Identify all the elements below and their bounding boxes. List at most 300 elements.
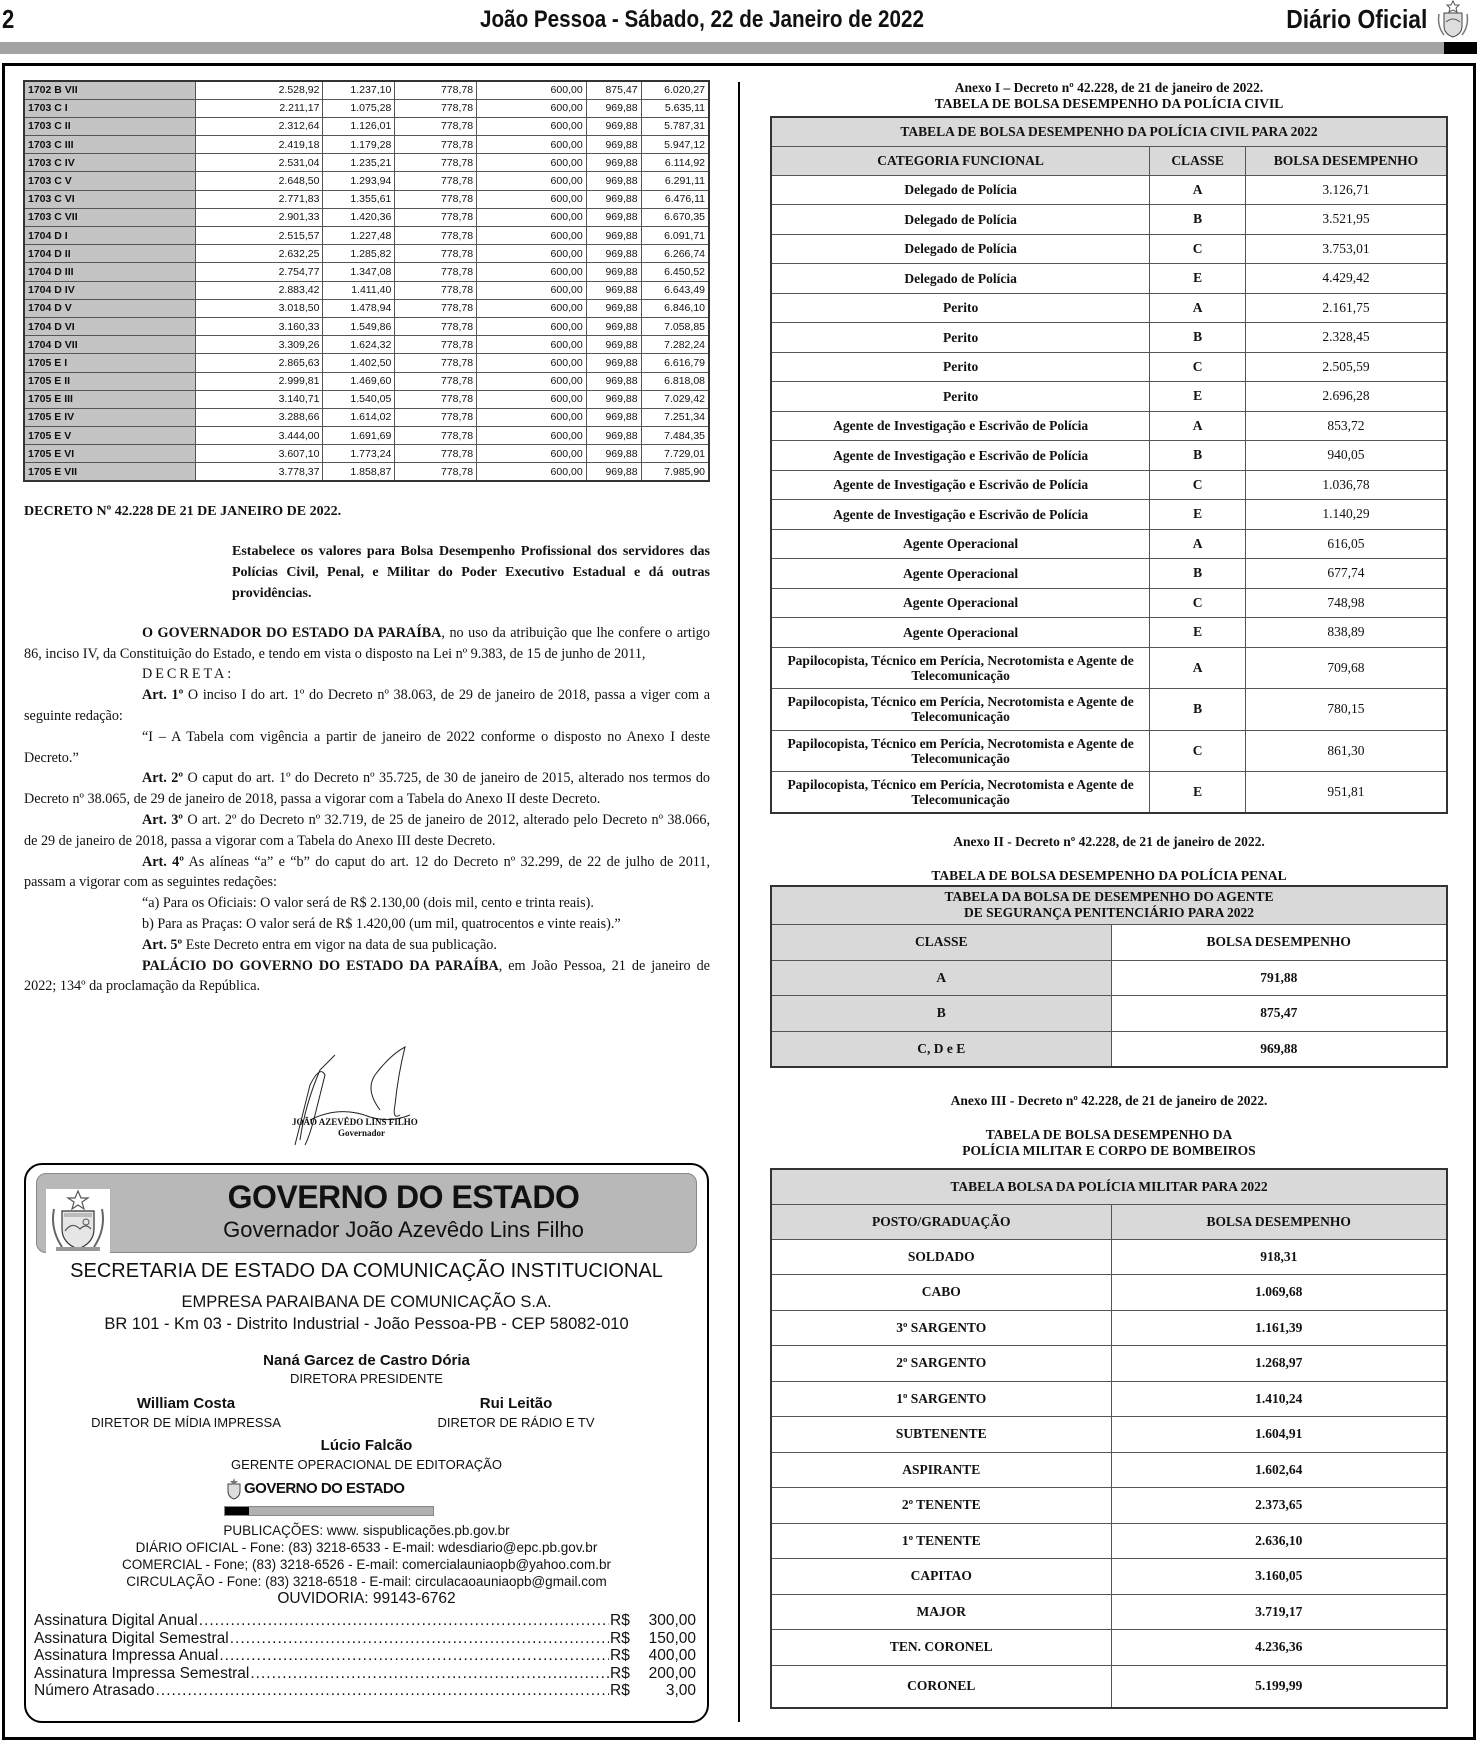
value-cell: 1.126,01 [323,117,395,135]
expediente-box [24,1163,709,1723]
value-cell: 969,88 [586,99,641,117]
value-cell: 600,00 [477,154,587,172]
contact-line: COMERCIAL - Fone; (83) 3218-6526 - E-mail: comercialauniaopb@yahoo.com.br [122,1557,611,1572]
value-cell: 1.227,48 [323,227,395,245]
table-row [771,1488,1447,1524]
value-cell: 969,88 [586,172,641,190]
value-cell: 3.753,01 [1245,234,1447,264]
value-cell: 3.288,66 [195,408,323,426]
staff-role: DIRETORA PRESIDENTE [290,1371,443,1386]
class-cell: B [1150,559,1246,589]
military-police-table [770,1168,1448,1709]
class-cell: A [1150,175,1246,205]
value-cell: 778,78 [395,117,477,135]
rank-cell: 1º SARGENTO [771,1381,1111,1417]
value-cell: 969,88 [586,117,641,135]
annex-caption: TABELA DE BOLSA DESEMPENHO DA [985,1127,1233,1142]
value-cell: 791,88 [1111,960,1447,996]
value-cell: 918,31 [1111,1239,1447,1275]
price-value [610,1682,696,1700]
value-cell: 2.328,45 [1245,323,1447,353]
table-row [24,445,709,463]
table-row [771,1381,1447,1417]
value-cell: 969,88 [586,372,641,390]
currency: R$ [610,1664,630,1682]
value-cell: 1.237,10 [323,81,395,99]
value-cell: 778,78 [395,408,477,426]
staff-role: DIRETOR DE RÁDIO E TV [437,1415,595,1430]
value-cell: 2.648,50 [195,172,323,190]
price-row [34,1630,696,1648]
value-cell: 3.719,17 [1111,1594,1447,1630]
amount: 3,00 [665,1682,696,1699]
value-cell: 6.266,74 [641,245,709,263]
value-cell: 2.754,77 [195,263,323,281]
value-cell: 778,78 [395,390,477,408]
value-cell: 600,00 [477,427,587,445]
preamble-text: , no uso da atribuição que lhe confere o artigo 86, inciso IV, da Constituição do Estado, e tendo em vista o disposto na Lei nº 9.383, de 15 de junho de 2011, [24,624,710,662]
value-cell: 6.818,08 [641,372,709,390]
secretaria: SECRETARIA DE ESTADO DA COMUNICAÇÃO INSTITUCIONAL [70,1260,663,1282]
value-cell: 2.211,17 [195,99,323,117]
price-row [34,1665,696,1683]
price-row [34,1612,696,1630]
table-row [771,1346,1447,1382]
dot-leader [199,1612,609,1630]
class-code-cell: 1704 D I [24,227,195,245]
value-cell: 778,78 [395,263,477,281]
publication-title: Diário Oficial [1285,4,1427,34]
masthead [0,0,1477,42]
value-cell: 600,00 [477,445,587,463]
table-row [24,227,709,245]
value-cell: 861,30 [1245,730,1447,772]
value-cell: 1.179,28 [323,136,395,154]
value-cell: 969,88 [586,154,641,172]
value-cell: 600,00 [477,390,587,408]
class-cell: E [1150,772,1246,814]
value-cell: 2.636,10 [1111,1523,1447,1559]
value-cell: 1.478,94 [323,299,395,317]
table-row [771,175,1447,205]
staff-name: William Costa [136,1395,236,1412]
category-cell: Delegado de Polícia [771,205,1150,235]
rank-cell: CABO [771,1275,1111,1311]
value-cell: 3.018,50 [195,299,323,317]
value-cell: 709,68 [1245,647,1447,689]
value-cell: 2.865,63 [195,354,323,372]
table-row [24,354,709,372]
value-cell: 5.787,31 [641,117,709,135]
value-cell: 6.450,52 [641,263,709,281]
value-cell: 1.410,24 [1111,1381,1447,1417]
preamble-bold: O GOVERNADOR DO ESTADO DA PARAÍBA [142,624,442,641]
price-label: Assinatura Digital Anual [34,1612,198,1629]
class-cell: A [1150,411,1246,441]
value-cell: 600,00 [477,208,587,226]
table-row [771,996,1447,1032]
value-cell: 600,00 [477,136,587,154]
value-cell: 778,78 [395,172,477,190]
column-header: CATEGORIA FUNCIONAL [771,146,1150,175]
value-cell: 600,00 [477,408,587,426]
class-code-cell: 1703 C IV [24,154,195,172]
table-row [771,1665,1447,1708]
value-cell: 778,78 [395,190,477,208]
table-title [771,886,1447,924]
category-cell: Agente de Investigação e Escrivão de Polícia [771,470,1150,500]
decreta: DECRETA: [142,666,235,683]
annex-caption: Anexo I – Decreto nº 42.228, de 21 de janeiro de 2022. [954,80,1264,95]
article-4 [24,852,710,894]
table-row [771,618,1447,648]
value-cell: 778,78 [395,99,477,117]
table-row [24,99,709,117]
value-cell: 875,47 [1111,996,1447,1032]
decree-text [24,502,710,997]
table-row [24,427,709,445]
value-cell: 969,88 [586,463,641,481]
value-cell: 778,78 [395,317,477,335]
value-cell: 1.549,86 [323,317,395,335]
value-cell: 951,81 [1245,772,1447,814]
mini-logo-title: GOVERNO DO ESTADO [244,1480,405,1497]
rank-cell: SOLDADO [771,1239,1111,1275]
masthead-grey-bar [0,42,1444,54]
value-cell: 6.846,10 [641,299,709,317]
article-text: As alíneas “a” e “b” do caput do art. 12 do Decreto nº 32.299, de 22 de julho de 2011, passam a vigorar com as seguintes redações: [24,853,711,891]
value-cell: 6.091,71 [641,227,709,245]
class-code-cell: 1704 D III [24,263,195,281]
column-header: CLASSE [771,924,1111,960]
value-cell: 778,78 [395,81,477,99]
decree-preamble [24,623,710,665]
staff-name: Naná Garcez de Castro Dória [263,1352,470,1369]
value-cell: 969,88 [586,427,641,445]
value-cell: 1.773,24 [323,445,395,463]
value-cell: 1.420,36 [323,208,395,226]
article-1-quote: “I – A Tabela com vigência a partir de janeiro de 2022 conforme o disposto no Anexo I deste Decreto.” [24,728,710,766]
class-code-cell: 1705 E V [24,427,195,445]
expediente-heading: GOVERNO DO ESTADO [227,1179,580,1215]
table-row [771,647,1447,689]
amount: 150,00 [648,1629,696,1647]
value-cell: 1.411,40 [323,281,395,299]
closing-bold: PALÁCIO DO GOVERNO DO ESTADO DA PARAÍBA [142,957,499,974]
column-divider [738,82,740,1722]
class-cell: A [771,960,1111,996]
value-cell: 1.604,91 [1111,1417,1447,1453]
page-number: 2 [2,4,14,34]
article-text: O inciso I do art. 1º do Decreto nº 38.063, de 29 de janeiro de 2018, passa a viger com a seguinte redação: [24,687,711,724]
value-cell: 2.531,04 [195,154,323,172]
article-1 [24,685,710,727]
class-cell: B [1150,689,1246,731]
value-cell: 2.505,59 [1245,352,1447,382]
class-cell: B [1150,441,1246,471]
table-row [771,1031,1447,1067]
table-title-line: DE SEGURANÇA PENITENCIÁRIO PARA 2022 [963,905,1255,921]
table-row [771,1594,1447,1630]
value-cell: 748,98 [1245,588,1447,618]
amount: 300,00 [648,1612,696,1629]
class-cell: A [1150,529,1246,559]
class-cell: C [1150,588,1246,618]
class-cell: C [1150,730,1246,772]
value-cell: 3.778,37 [195,463,323,481]
annex-2 [760,834,1458,1068]
value-cell: 778,78 [395,354,477,372]
table-row [771,1417,1447,1453]
article-label: Art. 5º [142,936,183,953]
class-code-cell: 1704 D V [24,299,195,317]
rank-cell: CORONEL [771,1665,1111,1708]
contact-line: DIÁRIO OFICIAL - Fone: (83) 3218-6533 - E-mail: wdesdiario@epc.pb.gov.br [135,1540,598,1555]
value-cell: 2.373,65 [1111,1488,1447,1524]
price-row [34,1647,696,1665]
value-cell: 600,00 [477,117,587,135]
rank-cell: 3º SARGENTO [771,1310,1111,1346]
value-cell: 1.036,78 [1245,470,1447,500]
table-row [771,264,1447,294]
table-row [771,234,1447,264]
value-cell: 600,00 [477,354,587,372]
value-cell: 778,78 [395,245,477,263]
decree-closing [24,956,710,998]
expediente-subheading: Governador João Azevêdo Lins Filho [223,1217,584,1242]
value-cell: 778,78 [395,281,477,299]
value-cell: 838,89 [1245,618,1447,648]
value-cell: 7.029,42 [641,390,709,408]
value-cell: 1.469,60 [323,372,395,390]
rank-cell: SUBTENENTE [771,1417,1111,1453]
column-header: BOLSA DESEMPENHO [1245,146,1447,175]
dot-leader [219,1647,609,1665]
table-row [24,136,709,154]
table-row [24,390,709,408]
annex-caption: Anexo III - Decreto nº 42.228, de 21 de janeiro de 2022. [950,1093,1268,1108]
value-cell: 778,78 [395,136,477,154]
class-code-cell: 1703 C V [24,172,195,190]
value-cell: 7.985,90 [641,463,709,481]
value-cell: 4.236,36 [1111,1630,1447,1666]
table-row [771,1239,1447,1275]
mini-logo-bar [224,1506,434,1516]
value-cell: 969,88 [586,336,641,354]
class-cell: C [1150,234,1246,264]
class-code-cell: 1705 E VII [24,463,195,481]
table-row [771,1559,1447,1595]
value-cell: 969,88 [586,136,641,154]
table-row [771,529,1447,559]
coat-of-arms-icon [224,1478,244,1500]
value-cell: 3.160,05 [1111,1559,1447,1595]
value-cell: 1.602,64 [1111,1452,1447,1488]
rank-cell: ASPIRANTE [771,1452,1111,1488]
article-label: Art. 1º [142,687,184,704]
value-cell: 3.309,26 [195,336,323,354]
article-5 [24,935,710,956]
category-cell: Delegado de Polícia [771,264,1150,294]
staff-role: DIRETOR DE MÍDIA IMPRESSA [91,1415,281,1430]
value-cell: 600,00 [477,172,587,190]
price-value [610,1612,696,1630]
value-cell: 6.670,35 [641,208,709,226]
annex-caption: TABELA DE BOLSA DESEMPENHO DA POLÍCIA CIVIL [934,96,1284,111]
value-cell: 778,78 [395,445,477,463]
value-cell: 7.282,24 [641,336,709,354]
table-row [771,500,1447,530]
table-row [24,154,709,172]
value-cell: 1.268,97 [1111,1346,1447,1382]
table-title: TABELA DE BOLSA DESEMPENHO DA POLÍCIA CIVIL PARA 2022 [771,117,1447,146]
value-cell: 940,05 [1245,441,1447,471]
price-label: Assinatura Digital Semestral [34,1629,229,1647]
table-row [771,293,1447,323]
table-row [24,81,709,99]
value-cell: 969,88 [586,445,641,463]
signer-role: Governador [338,1128,385,1138]
address: BR 101 - Km 03 - Distrito Industrial - João Pessoa-PB - CEP 58082-010 [104,1315,629,1333]
price-value [610,1647,696,1665]
category-cell: Agente Operacional [771,529,1150,559]
rank-cell: 1º TENENTE [771,1523,1111,1559]
value-cell: 1.285,82 [323,245,395,263]
currency: R$ [610,1629,630,1647]
category-cell: Perito [771,352,1150,382]
value-cell: 1.858,87 [323,463,395,481]
value-cell: 1.293,94 [323,172,395,190]
class-code-cell: 1705 E VI [24,445,195,463]
category-cell: Papilocopista, Técnico em Perícia, Necrotomista e Agente de Telecomunicação [771,647,1150,689]
table-row [771,441,1447,471]
value-cell: 778,78 [395,427,477,445]
value-cell: 6.114,92 [641,154,709,172]
table-row [24,463,709,481]
class-code-cell: 1703 C VII [24,208,195,226]
value-cell: 778,78 [395,463,477,481]
article-label: Art. 4º [142,853,184,870]
table-row [771,1275,1447,1311]
value-cell: 969,88 [586,208,641,226]
salary-table [23,80,710,482]
dot-leader [230,1630,609,1648]
category-cell: Agente de Investigação e Escrivão de Polícia [771,411,1150,441]
value-cell: 2.528,92 [195,81,323,99]
value-cell: 1.347,08 [323,263,395,281]
article-text: O art. 2º do Decreto nº 32.719, de 25 de janeiro de 2012, alterado pelo Decreto nº 38.066, de 29 de janeiro de 2018, passa a vigorar com a Tabela do Anexo III deste Decreto. [24,811,710,849]
value-cell: 2.515,57 [195,227,323,245]
currency: R$ [610,1647,630,1664]
value-cell: 969,88 [586,227,641,245]
civil-police-table [770,116,1448,814]
value-cell: 2.632,25 [195,245,323,263]
value-cell: 3.160,33 [195,317,323,335]
category-cell: Delegado de Polícia [771,175,1150,205]
class-code-cell: 1705 E IV [24,408,195,426]
value-cell: 600,00 [477,227,587,245]
masthead-black-bar [1444,42,1477,54]
article-3 [24,810,710,852]
class-cell: E [1150,618,1246,648]
class-cell: B [1150,205,1246,235]
category-cell: Perito [771,323,1150,353]
annex-caption: Anexo II - Decreto nº 42.228, de 21 de janeiro de 2022. [953,834,1265,849]
class-code-cell: 1704 D IV [24,281,195,299]
category-cell: Agente Operacional [771,588,1150,618]
table-row [771,1452,1447,1488]
currency: R$ [610,1612,630,1629]
table-row [24,408,709,426]
value-cell: 2.883,42 [195,281,323,299]
table-title: TABELA BOLSA DA POLÍCIA MILITAR PARA 2022 [771,1169,1447,1204]
dot-leader [156,1682,609,1700]
article-label: Art. 2º [142,770,184,787]
table-row [24,317,709,335]
value-cell: 3.140,71 [195,390,323,408]
price-value [610,1630,696,1648]
table-title-line: TABELA DA BOLSA DE DESEMPENHO DO AGENTE [944,889,1274,905]
table-row [771,559,1447,589]
price-label: Número Atrasado [34,1682,155,1699]
value-cell: 5.635,11 [641,99,709,117]
value-cell: 778,78 [395,336,477,354]
closing-text: , em João Pessoa, 21 de janeiro de 2022; 134º da proclamação da República. [24,957,710,995]
category-cell: Agente de Investigação e Escrivão de Polícia [771,441,1150,471]
table-row [24,281,709,299]
value-cell: 2.771,83 [195,190,323,208]
table-row [24,336,709,354]
value-cell: 969,88 [586,390,641,408]
empresa: EMPRESA PARAIBANA DE COMUNICAÇÃO S.A. [181,1293,552,1311]
table-row [24,208,709,226]
table-row [771,689,1447,731]
annex-caption: POLÍCIA MILITAR E CORPO DE BOMBEIROS [962,1143,1256,1158]
class-cell: B [771,996,1111,1032]
table-row [771,1310,1447,1346]
value-cell: 6.643,49 [641,281,709,299]
class-cell: E [1150,382,1246,412]
table-row [771,960,1447,996]
value-cell: 5.199,99 [1111,1665,1447,1708]
value-cell: 600,00 [477,99,587,117]
value-cell: 7.251,34 [641,408,709,426]
value-cell: 2.901,33 [195,208,323,226]
value-cell: 969,88 [586,263,641,281]
value-cell: 780,15 [1245,689,1447,731]
value-cell: 4.429,42 [1245,264,1447,294]
class-cell: C [1150,470,1246,500]
value-cell: 969,88 [586,245,641,263]
staff-name: Lúcio Falcão [320,1437,413,1454]
annex-3 [760,1093,1458,1709]
amount: 400,00 [648,1647,696,1664]
value-cell: 600,00 [477,245,587,263]
value-cell: 1.691,69 [323,427,395,445]
column-header: BOLSA DESEMPENHO [1111,924,1447,960]
value-cell: 778,78 [395,299,477,317]
amount: 200,00 [648,1664,696,1682]
value-cell: 778,78 [395,227,477,245]
value-cell: 853,72 [1245,411,1447,441]
rank-cell: CAPITAO [771,1559,1111,1595]
value-cell: 600,00 [477,317,587,335]
category-cell: Agente Operacional [771,559,1150,589]
column-header: BOLSA DESEMPENHO [1111,1204,1447,1239]
contact-line: CIRCULAÇÃO - Fone: (83) 3218-6518 - E-mail: circulacaoauniaopb@gmail.com [126,1574,607,1589]
column-header: CLASSE [1150,146,1246,175]
class-code-cell: 1702 B VII [24,81,195,99]
